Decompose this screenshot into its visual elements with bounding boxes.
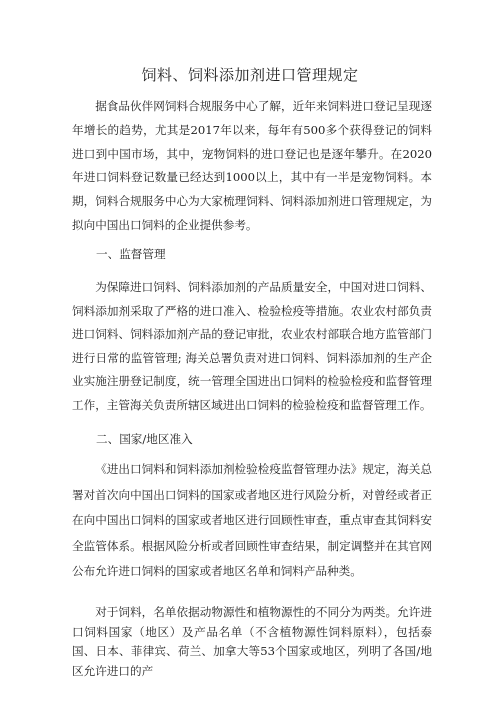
country-access-paragraph: 《进出口饲料和饲料添加剂检验检疫监督管理办法》规定，海关总署对首次向中国出口饲料的国家或者地区进行风险分析，对曾经或者正在向中国出口饲料的国家或者地区进行回顾性审查，重点审查其饲料安全监管体系。根据风险分析或者回顾性审查结果，制定调整并在其官网公布允许进口饲料的国家或者地区名单和饲料产品种类。 <box>72 462 432 578</box>
section-heading-supervision: 一、监督管理 <box>96 247 166 261</box>
section-heading-country-access: 二、国家/地区准入 <box>96 432 193 446</box>
intro-paragraph: 据食品伙伴网饲料合规服务中心了解，近年来饲料进口登记呈现逐年增长的趋势，尤其是2017年以来，每年有500多个获得登记的饲料进口到中国市场，其中，宠物饲料的进口登记也是逐年攀升。在2020年进口饲料登记数量已经达到1000以上，其中有一半是宠物饲料。本期，饲料合规服务中心为大家梳理饲料、饲料添加剂进口管理规定，为拟向中国出口饲料的企业提供参考。 <box>72 99 432 232</box>
feed-list-paragraph: 对于饲料，名单依据动物源性和植物源性的不同分为两类。允许进口饲料国家（地区）及产品名单（不含植物源性饲料原料），包括泰国、日本、菲律宾、荷兰、加拿大等53个国家或地区，列明了各国/地区允许进口的产 <box>72 605 432 678</box>
document-title: 饲料、饲料添加剂进口管理规定 <box>141 66 359 84</box>
supervision-paragraph: 为保障进口饲料、饲料添加剂的产品质量安全，中国对进口饲料、饲料添加剂采取了严格的进口准入、检验检疫等措施。农业农村部负责进口饲料、饲料添加剂产品的登记审批，农业农村部联合地方监管部门进行日常的监管管理; 海关总署负责对进口饲料、饲料添加剂的生产企业实施注册登记制度，统一管理全国进出口饲料的检验检疫和监督管理工作，主管海关负责所辖区域进出口饲料的检验检疫和监督管理工作。 <box>72 280 432 412</box>
